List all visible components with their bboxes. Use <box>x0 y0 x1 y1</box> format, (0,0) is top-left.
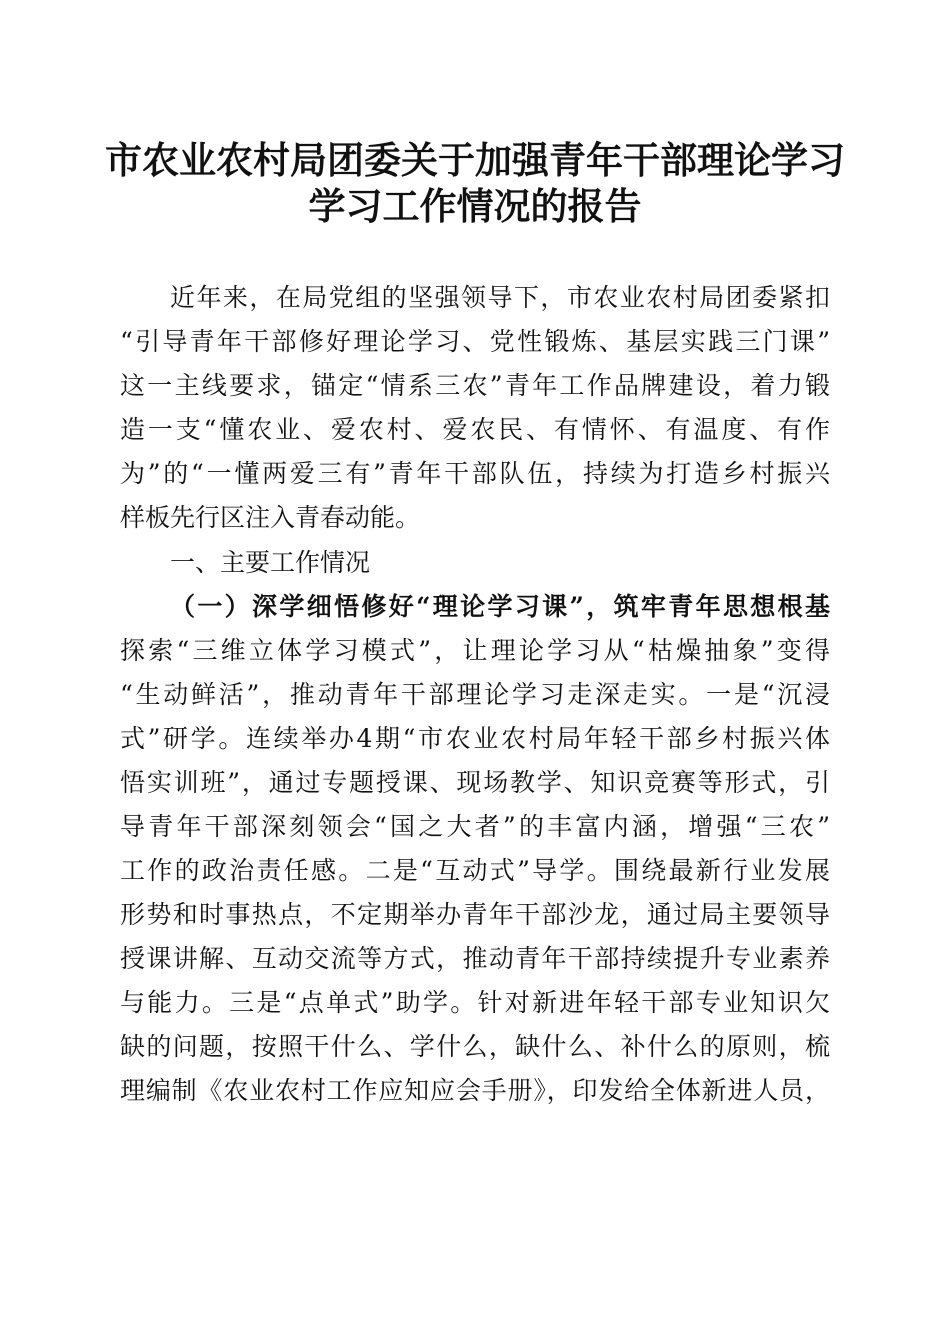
body-line-8: 授课讲解、互动交流等方式，推动青年干部持续提升专业素养 <box>120 944 830 973</box>
intro-line-6: 样板先行区注入青春动能。 <box>120 503 421 532</box>
intro-line-3: 这一主线要求，锚定“情系三农”青年工作品牌建设，着力锻 <box>120 371 830 400</box>
body-line-7: 形势和时事热点，不定期举办青年干部沙龙，通过局主要领导 <box>120 900 830 929</box>
body-line-1: 探索“三维立体学习模式”，让理论学习从“枯燥抽象”变得 <box>120 636 830 665</box>
intro-line-4: 造一支“懂农业、爱农村、爱农民、有情怀、有温度、有作 <box>120 415 830 444</box>
body-line-5: 导青年干部深刻领会“国之大者”的丰富内涵，增强“三农” <box>120 812 830 841</box>
intro-line-2: “引导青年干部修好理论学习、党性锻炼、基层实践三门课” <box>120 327 830 356</box>
body-line-6: 工作的政治责任感。二是“互动式”导学。围绕最新行业发展 <box>120 856 830 885</box>
body-line-3: 式”研学。连续举办4期“市农业农村局年轻干部乡村振兴体 <box>120 724 830 753</box>
section-heading: 一、主要工作情况 <box>170 548 371 577</box>
subsection-heading: （一）深学细悟修好“理论学习课”，筑牢青年思想根基 <box>170 592 830 621</box>
body-line-10: 缺的问题，按照干什么、学什么，缺什么、补什么的原则，梳 <box>120 1032 830 1061</box>
document-title-line-1: 市农业农村局团委关于加强青年干部理论学习 <box>105 138 845 182</box>
body-line-9: 与能力。三是“点单式”助学。针对新进年轻干部专业知识欠 <box>120 988 830 1017</box>
intro-line-5: 为”的“一懂两爱三有”青年干部队伍，持续为打造乡村振兴 <box>120 459 830 488</box>
intro-line-1: 近年来，在局党组的坚强领导下，市农业农村局团委紧扣 <box>170 283 830 312</box>
body-line-11: 理编制《农业农村工作应知应会手册》，印发给全体新进人员， <box>120 1076 830 1105</box>
body-line-2: “生动鲜活”，推动青年干部理论学习走深走实。一是“沉浸 <box>120 680 830 709</box>
document-title-line-2: 学习工作情况的报告 <box>308 184 642 228</box>
body-line-4: 悟实训班”，通过专题授课、现场教学、知识竞赛等形式，引 <box>120 768 830 797</box>
